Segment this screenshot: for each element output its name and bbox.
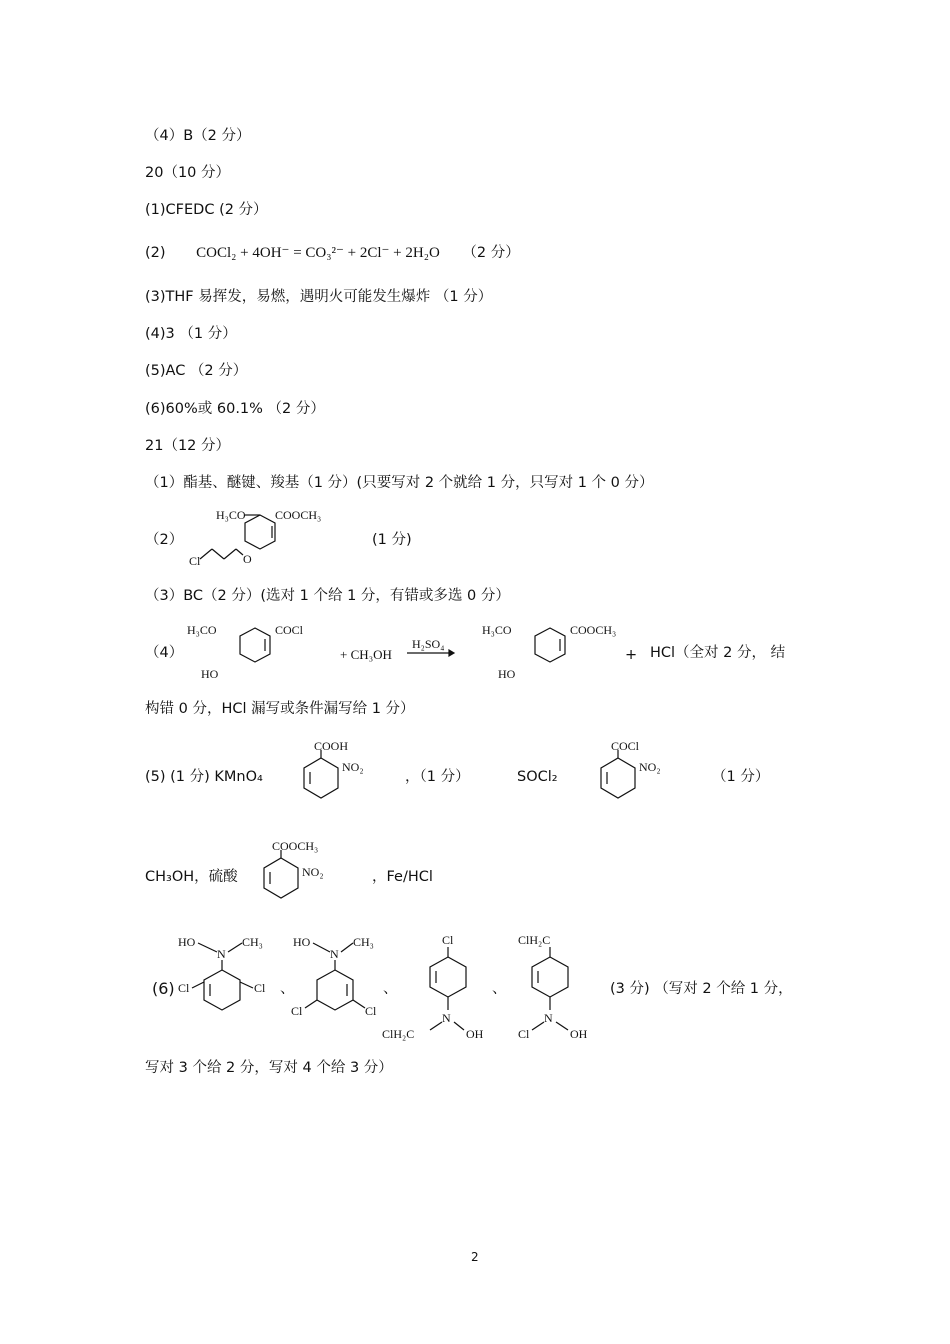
chain-2: [212, 549, 224, 559]
label-cl: Cl: [189, 554, 201, 568]
answer-line-21-3: （3）BC（2 分）(选对 1 个给 1 分，有错或多选 0 分）: [145, 588, 510, 604]
separator-3: 、: [492, 981, 507, 997]
structure-nitrobenzoyl-chloride: [593, 738, 703, 813]
benzene-ring: [204, 970, 240, 1010]
benzene-ring: [264, 858, 298, 898]
label-n: N: [217, 947, 226, 961]
label-cl: Cl: [518, 1027, 530, 1041]
label-ho: HO: [498, 667, 516, 681]
page-number: 2: [471, 1250, 479, 1264]
reactant-structure: [185, 618, 335, 683]
score: （2 分）: [462, 245, 520, 261]
separator-1: 、: [280, 981, 295, 997]
structure-nitrobenzoic-acid: [296, 738, 406, 813]
label-cocl: COCl: [611, 739, 640, 753]
label-n: N: [442, 1011, 451, 1025]
answer-line-21-2-score: (1 分): [372, 532, 412, 548]
answer-line-21-6-cont: 写对 3 个给 2 分，写对 4 个给 3 分）: [145, 1060, 393, 1076]
answer-line-20-3: (3)THF 易挥发，易燃，遇明火可能发生爆炸 （1 分）: [145, 289, 493, 305]
label-cooch3: COOCH₃: [570, 623, 617, 637]
label-n: N: [544, 1011, 553, 1025]
label-no2: NO₂: [342, 760, 364, 774]
answer-line-21-6-number: (6): [152, 979, 175, 998]
answer-line-20-6: (6)60%或 60.1% （2 分）: [145, 401, 325, 417]
answer-line-21-4-tail: HCl（全对 2 分， 结: [650, 645, 786, 661]
label-cocl: COCl: [275, 623, 304, 637]
label-no2: NO₂: [302, 865, 324, 879]
label-ch3: CH₃: [353, 935, 374, 949]
bond-n-ch3: [228, 943, 242, 952]
benzene-ring: [601, 758, 635, 798]
label-ch3: CH₃: [242, 935, 263, 949]
answer-line-20-1: (1)CFEDC (2 分）: [145, 202, 268, 218]
label-n: N: [330, 947, 339, 961]
chain-3: [224, 549, 236, 559]
label-cl-left: Cl: [178, 981, 190, 995]
isomer-3: [378, 930, 498, 1050]
label-cl: Cl: [442, 933, 454, 947]
label-cooh: COOH: [314, 739, 349, 753]
chain-1: [200, 549, 212, 559]
label-h3co: H₃CO: [187, 623, 217, 637]
benzene-ring: [430, 957, 466, 997]
isomer-4: [510, 930, 620, 1050]
condition-h2so4: H₂SO₄: [412, 637, 445, 651]
structure-methyl-nitrobenzoate: [256, 838, 376, 913]
label-cl-right: Cl: [254, 981, 266, 995]
answer-line-21-2-number: （2）: [145, 532, 184, 548]
label-no2: NO₂: [639, 760, 661, 774]
answer-line-21-5-d: （1 分）: [712, 769, 770, 785]
benzene-ring: [304, 758, 338, 798]
label-oh: OH: [570, 1027, 588, 1041]
bond-n-o: [198, 943, 217, 952]
answer-line-21-5-b: ，（1 分）: [405, 769, 470, 785]
label-h3co: H₃CO: [482, 623, 512, 637]
plus-sign: +: [625, 647, 638, 663]
label-ho: HO: [178, 935, 196, 949]
answer-line-19-4: （4）B（2 分）: [145, 128, 251, 144]
answer-line-20-2: [145, 243, 520, 263]
label-cooch3: COOCH₃: [272, 839, 319, 853]
label-cooch3: COOCH₃: [275, 508, 322, 522]
answer-line-21-5-e: CH₃OH，硫酸: [145, 869, 238, 885]
answer-line-21-5-c: SOCl₂: [517, 769, 558, 785]
label-h3co: H₃CO: [216, 508, 246, 522]
ionic-equation: COCl₂ + 4OH⁻ = CO₃²⁻ + 2Cl⁻ + 2H₂O: [196, 245, 440, 261]
label-clh2c: ClH₂C: [518, 933, 551, 947]
item-number: (2): [145, 245, 166, 261]
label-oh: OH: [466, 1027, 484, 1041]
isomer-1: [170, 930, 280, 1025]
reaction-arrow: [405, 648, 455, 658]
label-ho: HO: [201, 667, 219, 681]
label-cl-right: Cl: [365, 1004, 377, 1018]
answer-line-21-5-f: ，Fe/HCl: [372, 869, 433, 885]
label-o: O: [243, 552, 252, 566]
answer-line-21-6-score: (3 分) （写对 2 个给 1 分，: [610, 981, 793, 997]
answer-line-21-4-cont: 构错 0 分，HCl 漏写或条件漏写给 1 分）: [145, 701, 415, 717]
question-20-header: 20（10 分）: [145, 165, 231, 181]
chain-4: [236, 549, 243, 555]
benzene-ring: [317, 970, 353, 1010]
separator-2: 、: [383, 981, 398, 997]
label-cl-left: Cl: [291, 1004, 303, 1018]
label-ho: HO: [293, 935, 311, 949]
label-clh2c: ClH₂C: [382, 1027, 415, 1041]
structure-21-2: [180, 505, 380, 575]
benzene-ring: [245, 515, 275, 549]
reagent-methanol: + CH₃OH: [340, 647, 392, 662]
answer-line-20-4: (4)3 （1 分）: [145, 326, 237, 342]
question-21-header: 21（12 分）: [145, 438, 231, 454]
answer-line-20-5: (5)AC （2 分）: [145, 363, 248, 379]
answer-line-21-4-number: （4）: [145, 645, 184, 661]
answer-line-21-1: （1）酯基、醚键、羧基（1 分）(只要写对 2 个就给 1 分，只写对 1 个 0 分）: [145, 475, 654, 491]
answer-line-21-5-a: (5) (1 分) KMnO₄: [145, 769, 263, 785]
